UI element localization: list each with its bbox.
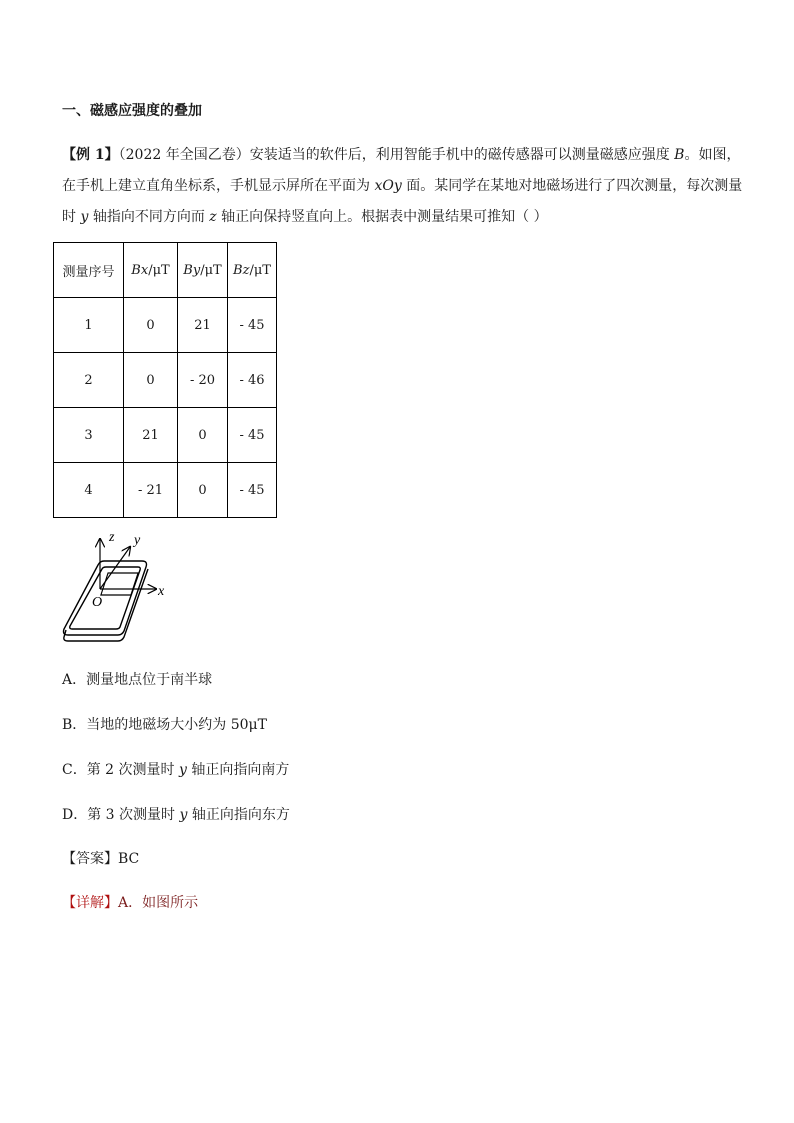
header-cell-bx: Bx/μT: [124, 243, 178, 298]
x-axis-label: x: [158, 584, 165, 599]
phone-axes-figure: [56, 527, 176, 645]
table-cell: 21: [124, 408, 178, 463]
question-line-3: [62, 207, 548, 227]
table-cell: 3: [54, 408, 124, 463]
detail-text: A．如图所示: [118, 895, 199, 911]
table-cell: 2: [54, 353, 124, 408]
table-row: [54, 298, 277, 353]
question-line-2: [62, 176, 742, 196]
table-cell: 4: [54, 463, 124, 518]
answer-line: [62, 848, 139, 868]
table-cell: - 20: [178, 353, 228, 408]
table-cell: 21: [178, 298, 228, 353]
question-tag: 【例 1】: [62, 147, 119, 163]
header-cell-by: By/μT: [178, 243, 228, 298]
section-heading: 一、磁感应强度的叠加: [62, 103, 202, 119]
option-d: D．第 3 次测量时 y 轴正向指向东方: [62, 807, 290, 823]
question-text-2b: 面。某同学在某地对地磁场进行了四次测量，每次测量: [401, 178, 743, 194]
option-a: A．测量地点位于南半球: [62, 672, 213, 688]
table-row: [54, 463, 277, 518]
answer-value: BC: [118, 851, 140, 867]
question-text-2a: 在手机上建立直角坐标系，手机显示屏所在平面为: [62, 178, 375, 194]
option-c: C．第 2 次测量时 y 轴正向指向南方: [62, 762, 290, 778]
table-cell: - 21: [124, 463, 178, 518]
header-cell-bz: Bz/μT: [228, 243, 277, 298]
table-cell: - 45: [228, 298, 277, 353]
table-row: [54, 353, 277, 408]
answer-label: 【答案】: [62, 851, 118, 867]
table-header-row: [54, 243, 277, 298]
table-cell: - 45: [228, 408, 277, 463]
var-xoy: xOy: [374, 178, 402, 194]
question-text-3a: 时: [62, 209, 81, 225]
var-b: B: [674, 147, 685, 163]
question-text-1b: 。如图，: [684, 147, 741, 163]
var-y: y: [80, 209, 89, 225]
question-text-1a: （2022 年全国乙卷）安装适当的软件后，利用智能手机中的磁传感器可以测量磁感应强度: [118, 147, 675, 163]
option-b: B．当地的地磁场大小约为 50μT: [62, 717, 267, 733]
question-text-3c: 轴正向保持竖直向上。根据表中测量结果可推知（ ）: [216, 209, 548, 225]
table-cell: - 46: [228, 353, 277, 408]
origin-label: O: [92, 595, 103, 610]
z-axis-label: z: [109, 530, 115, 545]
detail-label: 【详解】: [62, 895, 118, 911]
var-z: z: [209, 209, 217, 225]
question-line-1: [62, 145, 740, 165]
table-cell: - 45: [228, 463, 277, 518]
table-row: [54, 408, 277, 463]
table-cell: 0: [178, 463, 228, 518]
table-cell: 0: [124, 353, 178, 408]
header-cell-index: 测量序号: [54, 243, 124, 298]
y-axis-label: y: [134, 533, 141, 548]
table-cell: 1: [54, 298, 124, 353]
table-cell: 0: [178, 408, 228, 463]
question-text-3b: 轴指向不同方向而: [88, 209, 210, 225]
phone-screen: [101, 573, 138, 595]
detail-line: [62, 892, 198, 912]
table-cell: 0: [124, 298, 178, 353]
measurement-table: [53, 242, 277, 518]
